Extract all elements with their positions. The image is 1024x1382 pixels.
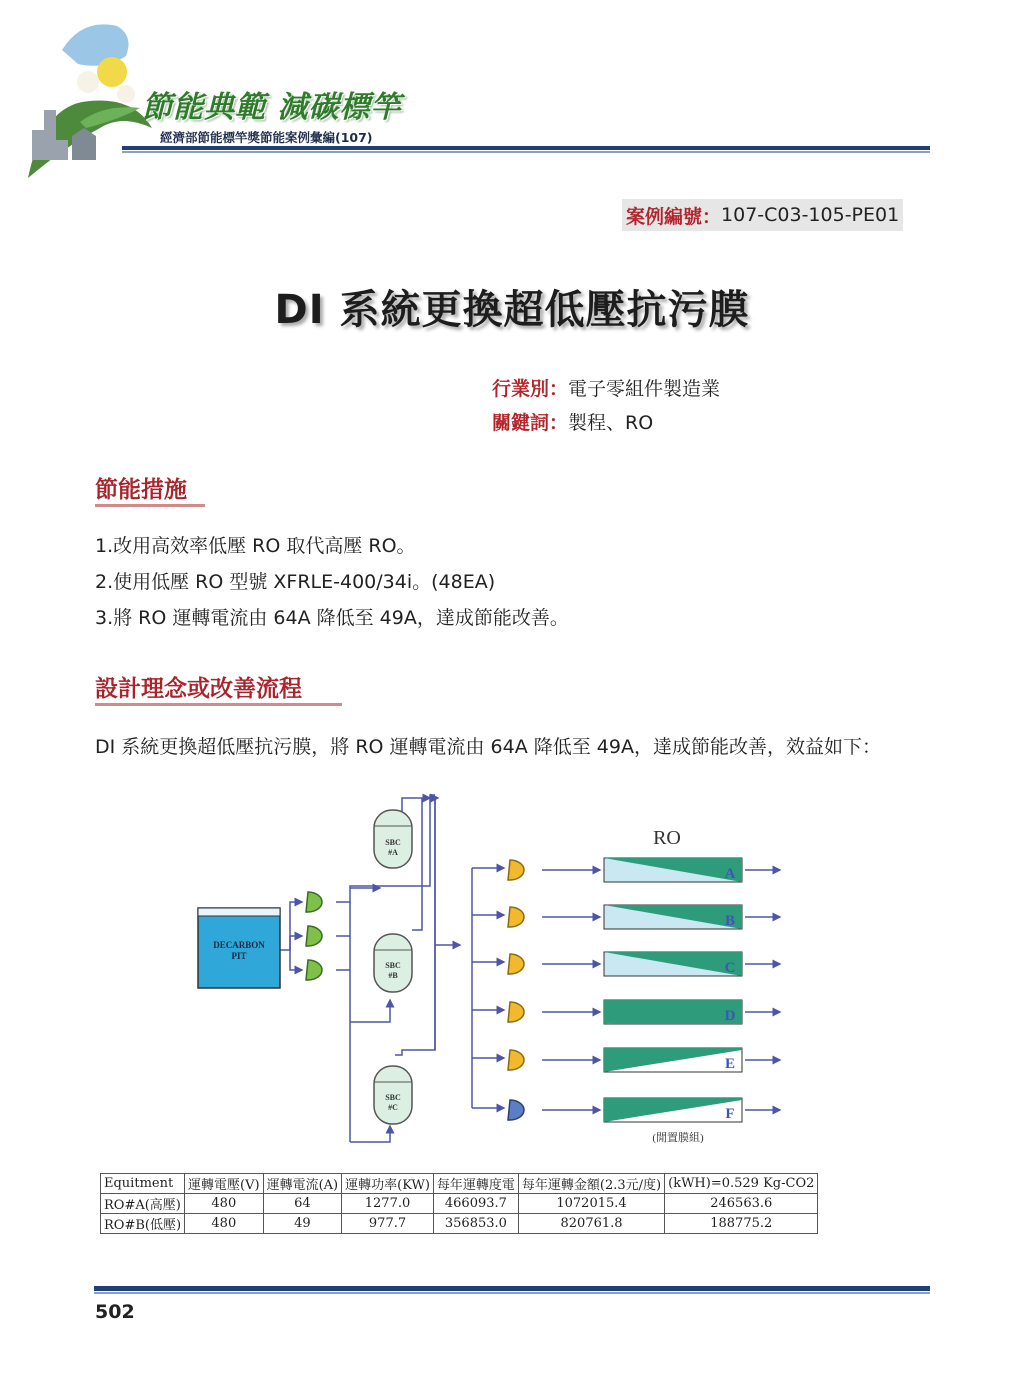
case-number-value: 107-C03-105-PE01 (721, 204, 900, 226)
sbc-label: SBC (385, 1093, 401, 1102)
pump-icon (306, 926, 322, 946)
table-cell: 356853.0 (433, 1214, 518, 1234)
industry-label: 行業別： (492, 378, 569, 400)
pump-icon (508, 1100, 524, 1120)
ro-process-diagram (190, 790, 800, 1160)
sbc-vessel-c (374, 1066, 412, 1124)
measure-item: 2.使用低壓 RO 型號 XFRLE-400/34i。(48EA) (95, 571, 496, 593)
ro-unit-label: D (724, 1008, 736, 1024)
table-header: Equitment (101, 1174, 185, 1194)
section-heading-measures: 節能措施 (95, 477, 187, 503)
sbc-unit: #B (388, 971, 398, 980)
table-cell: RO#A(高壓) (101, 1194, 185, 1214)
footer-rule-thin (94, 1292, 930, 1294)
pump-icon (306, 960, 322, 980)
table-cell: 1277.0 (342, 1194, 434, 1214)
table-header: 運轉電流(A) (263, 1174, 342, 1194)
measure-item: 1.改用高效率低壓 RO 取代高壓 RO。 (95, 535, 416, 557)
table-header: 運轉電壓(V) (185, 1174, 264, 1194)
sbc-vessel-a (374, 810, 412, 868)
tank-label: DECARBON (213, 940, 265, 950)
ro-unit-f (604, 1098, 742, 1122)
logo-title: 節能典範 減碳標竿 (142, 90, 402, 125)
table-cell: RO#B(低壓) (101, 1214, 185, 1234)
table-cell: 49 (263, 1214, 342, 1234)
ro-unit-label: F (725, 1106, 735, 1122)
table-header: 每年運轉度電 (433, 1174, 518, 1194)
design-paragraph: DI 系統更換超低壓抗污膜，將 RO 運轉電流由 64A 降低至 49A，達成節能改善，效益如下： (95, 736, 881, 758)
table-cell: 466093.7 (433, 1194, 518, 1214)
ro-unit-label: B (724, 913, 736, 929)
ro-unit-b (604, 905, 742, 929)
sbc-label: SBC (385, 961, 401, 970)
industry-row (492, 374, 720, 401)
ro-unit-d (604, 1000, 742, 1024)
page-title: DI 系統更換超低壓抗污膜 (274, 287, 750, 333)
ro-unit-c (604, 952, 742, 976)
ro-unit-label: C (724, 960, 736, 976)
industry-value: 電子零組件製造業 (568, 378, 721, 400)
table-cell: 480 (185, 1214, 264, 1234)
keywords-row (492, 408, 653, 435)
ro-unit-e (604, 1048, 742, 1072)
table-header-row (101, 1174, 818, 1194)
section-underline (95, 504, 205, 507)
table-cell: 64 (263, 1194, 342, 1214)
pump-icon (508, 1002, 524, 1022)
keywords-value: 製程、RO (568, 412, 654, 434)
table-header: 每年運轉金額(2.3元/度) (518, 1174, 664, 1194)
section-underline (95, 703, 342, 706)
header-rule (122, 146, 930, 150)
pump-icon (306, 892, 322, 912)
case-number-box (622, 199, 903, 231)
ro-unit-label: A (724, 866, 736, 882)
pump-icon (508, 907, 524, 927)
table-cell: 188775.2 (665, 1214, 818, 1234)
energy-table (100, 1173, 818, 1234)
ro-unit-a (604, 858, 742, 882)
table-cell: 480 (185, 1194, 264, 1214)
sbc-vessel-b (374, 934, 412, 992)
table-cell: 246563.6 (665, 1194, 818, 1214)
tank-label: PIT (231, 951, 247, 961)
table-row (101, 1194, 818, 1214)
measure-item: 3.將 RO 運轉電流由 64A 降低至 49A，達成節能改善。 (95, 607, 569, 629)
keywords-label: 關鍵詞： (492, 412, 569, 434)
table-header: 運轉功率(KW) (342, 1174, 434, 1194)
section-heading-design: 設計理念或改善流程 (95, 676, 302, 702)
idle-membrane-note: (閒置膜組) (652, 1132, 704, 1144)
pump-icon (508, 954, 524, 974)
table-row (101, 1214, 818, 1234)
sbc-label: SBC (385, 838, 401, 847)
sbc-unit: #A (388, 848, 398, 857)
decarbon-pit-tank (198, 908, 280, 988)
logo-subtitle: 經濟部節能標竿獎節能案例彙編(107) (160, 130, 373, 145)
table-header: (kWH)=0.529 Kg-CO2 (665, 1174, 818, 1194)
page-number: 502 (95, 1301, 135, 1323)
header-rule-thin (122, 151, 930, 153)
sbc-unit: #C (388, 1103, 398, 1112)
table-cell: 1072015.4 (518, 1194, 664, 1214)
ro-unit-label: E (724, 1056, 736, 1072)
footer-rule (94, 1286, 930, 1291)
pump-icon (508, 860, 524, 880)
pump-icon (508, 1050, 524, 1070)
case-number-label: 案例編號： (626, 205, 722, 228)
ro-title: RO (653, 827, 681, 849)
table-cell: 977.7 (342, 1214, 434, 1234)
table-cell: 820761.8 (518, 1214, 664, 1234)
